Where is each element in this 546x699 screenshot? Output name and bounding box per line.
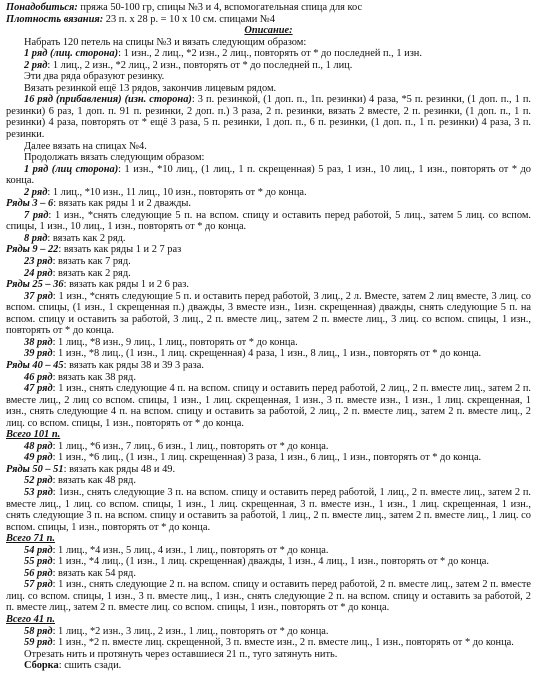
- instruction-paragraph: [6, 626, 531, 638]
- instruction-paragraph: [6, 83, 531, 95]
- instruction-text: Отрезать нить и протянуть через оставшиеся 21 п., туго затянуть нить.: [24, 648, 338, 660]
- instruction-text: : 1 изн., *снять следующие 5 п. и оставить перед работой, 3 лиц., 2 л. Вместе, затем 2 лиц вместе, 3 лиц. со вспом. спицы, (1 изн., 1 скрещенная п.) дважды, 3 вместе изн., 1изн. скрещенная) дважды, снять следующие 5 п. на вспом. спицу и оставить за работой, 3 лиц., 2 п. вместе лиц., затем 2 п. вместе лиц., 3 лиц. со вспом. спицы, 1 изн., повторять от * до конца.: [6, 290, 531, 337]
- instruction-text: : вязать как 48 ряд.: [52, 475, 136, 487]
- row-label: 57 ряд: [24, 579, 53, 591]
- instruction-paragraph: [6, 533, 531, 545]
- description-title: Описание:: [244, 25, 293, 37]
- instruction-paragraph: [6, 164, 531, 187]
- instruction-text: : 1 лиц., *4 изн., 5 лиц., 4 изн., 1 лиц., повторять от * до конца.: [52, 544, 329, 556]
- instruction-text: : вязать как 7 ряд.: [52, 256, 131, 268]
- instruction-text: : вязать как ряды 48 и 49.: [63, 463, 176, 475]
- row-label: Ряды 3 – 6: [6, 198, 54, 210]
- instruction-text: : вязать как ряды 38 и 39 3 раза.: [63, 359, 204, 371]
- instruction-paragraph: [6, 487, 531, 533]
- row-label: Ряды 25 – 36: [6, 279, 64, 291]
- row-label: 2 ряд: [24, 59, 48, 71]
- instruction-paragraph: [6, 545, 531, 557]
- instruction-text: : вязать как ряды 1 и 2 дважды.: [53, 198, 191, 210]
- row-label: 47 ряд: [24, 383, 53, 395]
- instruction-text: Далее вязать на спицах №4.: [24, 140, 147, 152]
- instruction-text: : 1 изн., *8 лиц., (1 изн., 1 лиц. скрещенная) 4 раза, 1 изн., 8 лиц., 1 изн., повторять от * до конца.: [52, 348, 482, 360]
- instruction-paragraph: [6, 48, 531, 60]
- instruction-paragraph: [6, 233, 531, 245]
- density-line: [6, 14, 531, 26]
- row-label: 55 ряд: [24, 556, 53, 568]
- row-label: 54 ряд: [24, 544, 53, 556]
- row-label: 39 ряд: [24, 348, 53, 360]
- instruction-paragraph: [6, 198, 531, 210]
- materials-text: пряжа 50-100 гр, спицы №3 и 4, вспомогательная спица для кос: [77, 2, 363, 13]
- instruction-text: : 3 п. резинкой, (1 доп. п., 1п. резинки) 4 раза, *5 п. резинки, (1 доп. п., 1 п. резинки) 6 раз, 1 доп. п. 91 п. резинки, 2 доп. п.) 3 раза, 2 п. резинки, вязать 2 вместе, 2 п. резинки, (1 доп. п., 1 п. резинки) 4 раза, повторять от * ещё 3 раза, 5 п. резинки, 1 доп. п., 6 п. резинки, (1 доп. п., 1 п. резинки) 4 раза, 3 п. резинки.: [6, 94, 531, 141]
- row-label: 48 ряд: [24, 440, 53, 452]
- instruction-paragraph: [6, 37, 531, 49]
- instruction-text: : 1 лиц., *2 изн., 3 лиц., 2 изн., 1 лиц., повторять от * до конца.: [52, 625, 329, 637]
- row-label: Ряды 50 – 51: [6, 463, 64, 475]
- instruction-text: Продолжать вязать следующим образом:: [24, 152, 205, 164]
- row-label: 59 ряд: [24, 637, 53, 649]
- instruction-paragraph: [6, 360, 531, 372]
- instruction-paragraph: [6, 383, 531, 429]
- row-label: 52 ряд: [24, 475, 53, 487]
- instruction-paragraph: [6, 71, 531, 83]
- instruction-text: : 1 изн., *6 лиц., (1 изн., 1 лиц. скрещенная) 3 раза, 1 изн., 6 лиц., 1 изн., повторять от * до конца.: [52, 452, 482, 464]
- instruction-paragraph: [6, 152, 531, 164]
- row-label: 1 ряд (лиц сторона): [24, 163, 119, 175]
- density-label: Плотность вязания:: [6, 13, 104, 25]
- row-label: Ряды 40 – 45: [6, 359, 64, 371]
- instruction-text: : вязать как 2 ряд.: [47, 232, 126, 244]
- instruction-paragraph: [6, 244, 531, 256]
- instruction-text: : вязать как 54 ряд.: [52, 567, 136, 579]
- materials-label: Понадобиться:: [6, 2, 78, 13]
- row-label: 24 ряд: [24, 267, 53, 279]
- instruction-paragraph: [6, 268, 531, 280]
- instruction-paragraph: [6, 279, 531, 291]
- instruction-text: : 1 изн., снять следующие 4 п. на вспом. спицу и оставить перед работой, 2 лиц., 2 п. вместе лиц., затем 2 п. вместе лиц., 2 лиц со вспом. спицы, 1 изн., 1 лиц. скрещенная, 1 изн., 3 п. вместе изн., 1 изн., 1 лиц. скрещенная, 1 изн., снять следующие 4 п. на вспом. спицу и оставить за работой, 2 лиц., 2 п. вместе лиц., затем 2 п. вместе лиц., 2 лиц. со вспом. спицы, 1 изн., повторять от * до конца.: [6, 383, 531, 429]
- instruction-paragraph: [6, 372, 531, 384]
- instruction-text: : 1 изн., *10 лиц., (1 лиц., 1 п. скрещенная) 5 раз, 1 изн., 10 лиц., 1 изн., повторять от * до конца.: [6, 163, 531, 187]
- instruction-paragraph: [6, 348, 531, 360]
- instruction-text: : 1изн., снять следующие 3 п. на вспом. спицу и оставить перед работой, 1 лиц., 2 п. вместе лиц., затем 2 п. вместе лиц., 1 лиц. со вспом. спицы, 1 изн., 1 лиц. скрещенная, 3 п. вместе изн., 1 изн., 1 лиц. скрещенная, 1 изн., снять следующие 3 п. на вспом. спицу и оставить за работой, 1 лиц., 2 п. вместе лиц., затем 2 п. вместе лиц., 1 лиц. со вспом. спицы, 1 изн., повторять от * до конца.: [6, 486, 531, 533]
- instruction-paragraph: [6, 614, 531, 626]
- instruction-paragraph: [6, 660, 531, 672]
- row-label: Ряды 9 – 22: [6, 244, 59, 256]
- instruction-paragraph: [6, 187, 531, 199]
- instruction-paragraph: [6, 429, 531, 441]
- instructions-body: [6, 37, 531, 672]
- instruction-text: : 1 лиц., *6 изн., 7 лиц., 6 изн., 1 лиц., повторять от * до конца.: [52, 440, 329, 452]
- instruction-paragraph: [6, 337, 531, 349]
- instruction-paragraph: [6, 210, 531, 233]
- density-text: 23 п. х 28 р. = 10 х 10 см. спицами №4: [103, 13, 276, 25]
- row-label: 16 ряд (прибавления) (изн. сторона): [24, 94, 192, 106]
- row-label: 2 ряд: [24, 186, 48, 198]
- instruction-text: Вязать резинкой ещё 13 рядов, закончив лицевым рядом.: [24, 82, 277, 94]
- instruction-text: : вязать как ряды 1 и 2 7 раз: [58, 244, 182, 256]
- instruction-text: : вязать как 38 ряд.: [52, 371, 136, 383]
- row-label: Всего 101 п.: [6, 429, 61, 441]
- instruction-paragraph: [6, 60, 531, 72]
- instruction-paragraph: [6, 452, 531, 464]
- instruction-text: : 1 изн., 2 лиц., *2 изн., 2 лиц., повторять от * до последней п., 1 изн.: [118, 48, 422, 60]
- row-label: 8 ряд: [24, 232, 48, 244]
- instruction-paragraph: [6, 94, 531, 140]
- row-label: 38 ряд: [24, 336, 53, 348]
- instruction-paragraph: [6, 256, 531, 268]
- instruction-paragraph: [6, 579, 531, 614]
- row-label: Всего 71 п.: [6, 533, 56, 545]
- row-label: 58 ряд: [24, 625, 53, 637]
- row-label: Сборка: [24, 660, 59, 672]
- instruction-text: : 1 лиц., *8 изн., 9 лиц., 1 лиц., повторять от * до конца.: [52, 336, 298, 348]
- instruction-text: : 1 изн., *2 п. вместе лиц. скрещенной, 3 п. вместе изн., 2 п. вместе лиц., 1 изн., повторять от * до конца.: [52, 637, 514, 649]
- row-label: 46 ряд: [24, 371, 53, 383]
- instruction-text: : 1 лиц., 2 изн., *2 лиц., 2 изн., повторять от * до последней п., 1 лиц.: [47, 59, 353, 71]
- materials-line: [6, 2, 531, 14]
- instruction-paragraph: [6, 637, 531, 649]
- row-label: 56 ряд: [24, 567, 53, 579]
- instruction-paragraph: [6, 649, 531, 661]
- instruction-text: : 1 лиц., *10 изн., 11 лиц., 10 изн., повторять от * до конца.: [47, 186, 307, 198]
- instruction-paragraph: [6, 141, 531, 153]
- row-label: 53 ряд: [24, 486, 53, 498]
- instruction-text: : 1 изн., *4 лиц., (1 изн., 1 лиц. скрещенная) дважды, 1 изн., 4 лиц., 1 изн., повторять от * до конца.: [52, 556, 489, 568]
- instruction-text: Набрать 120 петель на спицы №3 и вязать следующим образом:: [24, 36, 307, 48]
- row-label: 37 ряд: [24, 290, 53, 302]
- row-label: 49 ряд: [24, 452, 53, 464]
- instruction-paragraph: [6, 441, 531, 453]
- row-label: 23 ряд: [24, 256, 53, 268]
- instruction-text: Эти два ряда образуют резинку.: [24, 71, 165, 83]
- row-label: 1 ряд (лиц. сторона): [24, 48, 119, 60]
- instruction-paragraph: [6, 475, 531, 487]
- instruction-text: : сшить сзади.: [58, 660, 122, 672]
- instruction-text: : вязать как 2 ряд.: [52, 267, 131, 279]
- row-label: Всего 41 п.: [6, 613, 56, 625]
- instruction-paragraph: [6, 568, 531, 580]
- instruction-paragraph: [6, 291, 531, 337]
- description-title-line: [6, 25, 531, 37]
- instruction-paragraph: [6, 556, 531, 568]
- row-label: 7 ряд: [24, 209, 49, 221]
- instruction-text: : вязать как ряды 1 и 2 6 раз.: [63, 279, 189, 291]
- instruction-text: : 1 изн., *снять следующие 5 п. на вспом. спицу и оставить перед работой, 5 лиц., затем 5 лиц. со вспом. спицы, 1 изн., 10 лиц., 1 изн., повторять от * до конца.: [6, 209, 532, 233]
- instruction-text: : 1 изн., снять следующие 2 п. на вспом. спицу и оставить перед работой, 2 п. вместе лиц., затем 2 п. вместе лиц. со вспом. спицы, 1 изн., 3 п. вместе лиц., 1 изн., снять следующие 2 п. на вспом. спицу и оставить за работой, 2 п. вместе лиц., затем 2 п. вместе лиц. со вспом. спицы, 1 изн., повторять от * до конца.: [6, 579, 531, 614]
- instruction-paragraph: [6, 464, 531, 476]
